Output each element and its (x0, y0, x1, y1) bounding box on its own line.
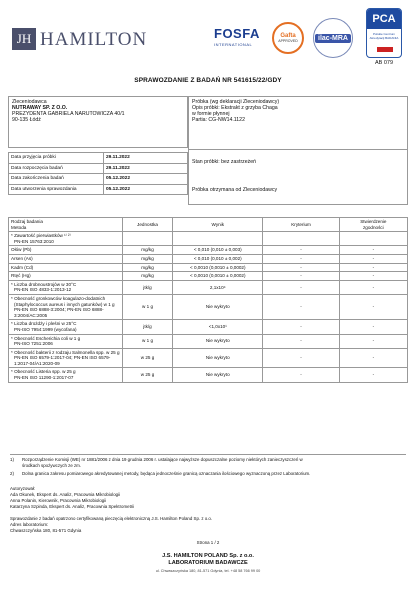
result-name: * Obecność gronkowców koagulazo-dodatnich (11, 295, 106, 301)
date-row (9, 184, 188, 195)
result-criterion: - (263, 348, 339, 368)
company-lab: LABORATORIUM BADAWCZE (168, 560, 248, 566)
result-unit: jtk/g (122, 280, 172, 294)
result-name: Kadm (Cd) (11, 264, 34, 270)
result-method-cell (9, 334, 123, 348)
result-method-cell (9, 348, 123, 368)
results-row (9, 272, 408, 281)
result-conformity: - (339, 280, 407, 294)
result-name: Ołów (Pb) (11, 247, 32, 253)
result-criterion (263, 232, 339, 246)
gafta-name: Gafta (280, 33, 296, 39)
result-conformity: - (339, 348, 407, 368)
result-method-cell (9, 368, 123, 382)
result-result: Nie wykryto (173, 368, 263, 382)
result-method: PN-EN ISO 4833-1:2013-12 (14, 287, 72, 293)
header-unit: Jednostka (122, 218, 172, 232)
result-unit: w 25 g (122, 348, 172, 368)
result-name: * Obecność Listeria spp. w 25 g (11, 369, 76, 375)
result-name: * Liczba drobnoustrojów w 30°C (11, 281, 77, 287)
result-unit: mg/kg (122, 246, 172, 255)
result-conformity (339, 232, 407, 246)
note-1-number: 1) (10, 457, 14, 462)
result-result (173, 232, 263, 246)
date-label: Data rozpoczęcia badań (9, 163, 104, 174)
results-row (9, 334, 408, 348)
result-method: PN-ISO 7251:2006 (14, 341, 53, 347)
client-name: NUTRAWAY SP. Z O.O. (12, 105, 68, 111)
result-unit: w 25 g (122, 368, 172, 382)
result-result: Nie wykryto (173, 348, 263, 368)
fosfa-logo (214, 26, 270, 52)
pca-accreditation-code: AB 079 (374, 60, 394, 66)
pca-text: PCA (367, 9, 401, 29)
result-name: Arsen (As) (11, 255, 33, 261)
ilac-mra-text: ilac-MRA (315, 34, 351, 43)
client-box (8, 96, 188, 148)
note-2-line1: Dolna granica zakresu pomiarowego akredytowanej metody, będąca jednocześnie granicą oznaczania ilościowego wyznaczoną przez Laboratorium. (22, 471, 311, 476)
result-criterion: - (263, 334, 339, 348)
client-label: Zleceniodawca (12, 99, 47, 105)
result-name: * Obecność bakterii z rodzaju Salmonella spp. w 25 g (11, 349, 120, 355)
date-label: Data zakończenia badań (9, 174, 104, 185)
result-method-cell (9, 320, 123, 334)
header-method-line1: Rodzaj badania (11, 219, 43, 224)
result-method: 1:2017-04/A1:2020-09 (14, 360, 60, 366)
date-value: 05.12.2022 (104, 184, 188, 195)
sample-form: w formie płynnej (192, 111, 230, 117)
author-line: Anna Polanin, Kierownik, Pracownia Mikrobiologii (10, 498, 107, 503)
result-conformity: - (339, 334, 407, 348)
result-method-cell (9, 232, 123, 246)
result-conformity: - (339, 320, 407, 334)
result-criterion: - (263, 294, 339, 319)
result-result: < 0,010 (0,010 ± 0,003) (173, 246, 263, 255)
date-label: Data utworzenia sprawozdania (9, 184, 104, 195)
result-criterion: - (263, 272, 339, 281)
date-row (9, 153, 188, 164)
page-header (0, 0, 416, 68)
results-row (9, 348, 408, 368)
note-1-line2: środkach spożywczych ze zm. (22, 463, 82, 468)
lab-address: Chwaszczyńska 180, 81-571 Gdynia (10, 528, 82, 533)
results-body (9, 232, 408, 382)
header-conformity-line2: zgodności (363, 224, 384, 230)
result-result: < 0,0010 (0,0010 ± 0,0002) (173, 272, 263, 281)
result-name: * Zawartość pierwiastków ¹⁾ ²⁾ (11, 233, 71, 239)
gafta-sub: APPROVED (278, 39, 298, 43)
results-row (9, 254, 408, 263)
result-method-cell (9, 280, 123, 294)
lab-address-label: Adres laboratorium: (10, 522, 49, 527)
client-city: 90-135 Łódź (12, 117, 41, 123)
result-conformity: - (339, 254, 407, 263)
result-criterion: - (263, 254, 339, 263)
sample-lot: Partia: CG-NW14.1122 (192, 117, 245, 123)
page-number: Strona 1 / 2 (196, 540, 220, 545)
result-conformity: - (339, 263, 407, 272)
header-conformity-line1: Stwierdzenie (360, 219, 387, 224)
sample-state: Stan próbki: bez zastrzeżeń (192, 159, 257, 165)
report-title: SPRAWOZDANIE Z BADAŃ NR 541615/22/GDY (134, 77, 282, 84)
results-row (9, 320, 408, 334)
author-line: Ada Okunek, Ekspert ds. Analiz, Pracownia Mikrobiologii (10, 492, 121, 497)
results-row (9, 232, 408, 246)
result-method: PN-EN ISO 11290-1:2017-07 (14, 375, 74, 381)
note-2-number: 2) (10, 471, 14, 476)
results-row (9, 294, 408, 319)
result-result: < 0,010 (0,010 ± 0,002) (173, 254, 263, 263)
pca-flag-icon (377, 47, 393, 52)
result-result: <1,0x10¹ (173, 320, 263, 334)
sample-divider (188, 149, 408, 150)
result-name: * Obecność Escherichia coli w 1 g (11, 335, 81, 341)
result-name: * Liczba drożdży i pleśni w 25°C (11, 321, 77, 327)
results-row (9, 280, 408, 294)
sample-label: Próbka (wg deklaracji Zleceniodawcy) (192, 99, 280, 105)
ilac-mra-logo (313, 18, 353, 58)
result-method-cell (9, 263, 123, 272)
result-method-cell (9, 294, 123, 319)
author-line: Katarzyna Szpinda, Ekspert ds. Analiz, Pracownia Spektrometrii (10, 504, 135, 509)
result-criterion: - (263, 368, 339, 382)
result-result: Nie wykryto (173, 334, 263, 348)
gafta-logo (272, 22, 304, 54)
company-address: ul. Chwaszczyńska 180, 81-571 Gdynia, tel. +48 58 766 99 00 (155, 569, 261, 573)
date-value: 29.11.2022 (104, 153, 188, 164)
pca-subtext: Polskie Centrum Akredytacji BADANIA (369, 32, 399, 40)
result-unit: mg/kg (122, 263, 172, 272)
result-unit: mg/kg (122, 254, 172, 263)
results-table (8, 217, 408, 383)
result-method: (Staphylococcus aureus i innych gatunków) w 1 g (14, 301, 115, 307)
notes-divider (10, 454, 406, 455)
result-unit: w 1 g (122, 334, 172, 348)
result-criterion: - (263, 263, 339, 272)
results-row (9, 246, 408, 255)
sample-received: Próbka otrzymana od Zleceniodawcy (192, 187, 278, 193)
header-result: Wynik (173, 218, 263, 232)
date-row (9, 163, 188, 174)
result-conformity: - (339, 294, 407, 319)
result-unit: mg/kg (122, 272, 172, 281)
result-method: PN-EN ISO 6579-1:2017-04; PN-EN ISO 6579- (14, 355, 111, 361)
header-conformity (339, 218, 407, 232)
header-method (9, 218, 123, 232)
hamilton-logo-text: HAMILTON (40, 29, 148, 50)
date-value: 05.12.2022 (104, 174, 188, 185)
fosfa-name: FOSFA (214, 26, 260, 41)
header-method-line2: Metoda (11, 224, 27, 230)
result-conformity: - (339, 272, 407, 281)
hamilton-logo-mark: JH (12, 28, 36, 50)
date-row (9, 174, 188, 185)
sample-description: Opis próbki: Ekstrakt z grzyba Chaga (192, 105, 278, 111)
result-conformity: - (339, 246, 407, 255)
dates-table (8, 152, 188, 195)
result-result: Nie wykryto (173, 294, 263, 319)
result-criterion: - (263, 320, 339, 334)
result-criterion: - (263, 280, 339, 294)
date-value: 29.11.2022 (104, 163, 188, 174)
client-street: PREZYDENTA GABRIELA NARUTOWICZA 40/1 (12, 111, 125, 117)
result-result: < 0,0010 (0,0010 ± 0,0002) (173, 263, 263, 272)
result-criterion: - (263, 246, 339, 255)
result-method: 3:2004/AC:2005 (14, 312, 48, 318)
result-method-cell (9, 254, 123, 263)
note-1-line1: Rozporządzenie Komisji (WE) nr 1881/2006 z dnia 19 grudnia 2006 r. ustalające najwyższe dopuszczalne poziomy niektórych zanieczyszczeń w (22, 457, 303, 462)
signature-line: Sprawozdanie z badań opatrzono certyfikowaną pieczęcią elektroniczną J.S. Hamilton Poland Sp. z o.o. (10, 516, 213, 521)
result-name: Rtęć (Hg) (11, 273, 31, 279)
date-label: Data przyjęcia próbki (9, 153, 104, 164)
company-name: J.S. HAMILTON POLAND Sp. z o.o. (162, 553, 254, 559)
result-method-cell (9, 272, 123, 281)
authors-label: Autoryzował: (10, 486, 36, 491)
header-criterion: Kryterium (263, 218, 339, 232)
result-result: 2,1x10⁴ (173, 280, 263, 294)
pca-accreditation-badge (366, 8, 402, 58)
results-row (9, 368, 408, 382)
result-conformity: - (339, 368, 407, 382)
results-header-row (9, 218, 408, 232)
result-method: PN-EN ISO 6888-3:2004; PN-EN ISO 6888- (14, 307, 104, 313)
result-method-cell (9, 246, 123, 255)
result-unit: jtk/g (122, 320, 172, 334)
result-method: PN-ISO 7954:1999 (wycofana) (14, 326, 77, 332)
fosfa-sub: INTERNATIONAL (214, 42, 253, 47)
sample-box (188, 96, 408, 205)
result-unit (122, 232, 172, 246)
results-row (9, 263, 408, 272)
result-unit: w 1 g (122, 294, 172, 319)
result-method: PN-EN 15763:2010 (14, 238, 54, 244)
